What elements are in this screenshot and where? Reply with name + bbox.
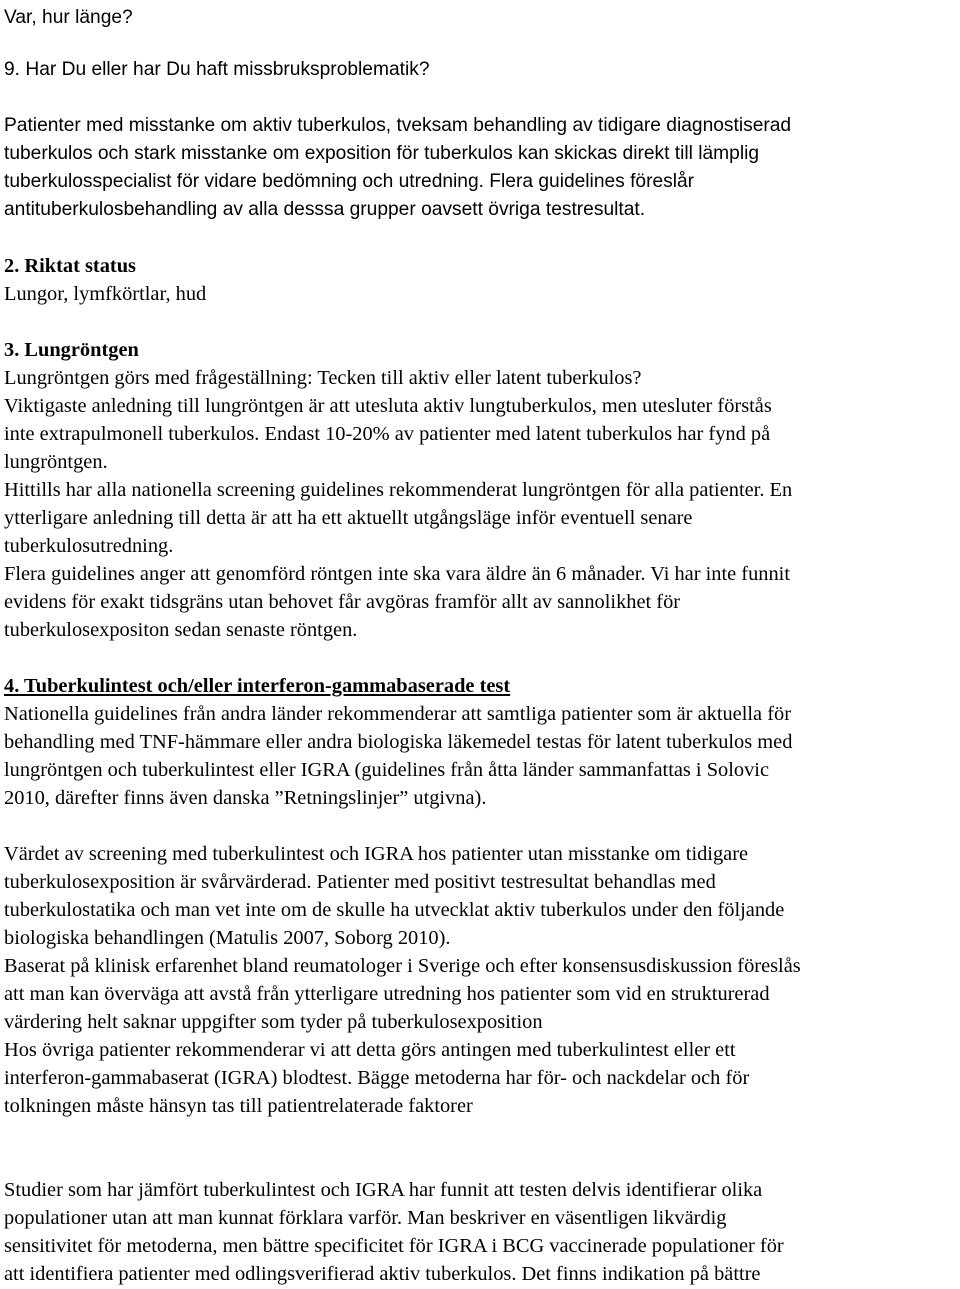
text-line: att identifiera patienter med odlingsverifierad aktiv tuberkulos. Det finns indikation på bättre bbox=[4, 1263, 761, 1285]
text-line: biologiska behandlingen (Matulis 2007, Soborg 2010). bbox=[4, 927, 451, 949]
text-line: Hos övriga patienter rekommenderar vi att detta görs antingen med tuberkulintest eller ett bbox=[4, 1039, 736, 1061]
text-line: interferon-gammabaserat (IGRA) blodtest. Bägge metoderna har för- och nackdelar och för bbox=[4, 1067, 750, 1089]
section-heading-lungrontgen: 3. Lungröntgen bbox=[4, 339, 139, 361]
text-line: Hittills har alla nationella screening guidelines rekommenderat lungröntgen för alla patienter. En bbox=[4, 479, 793, 501]
question-9-substance-abuse: 9. Har Du eller har Du haft missbruksproblematik? bbox=[4, 59, 430, 80]
text-line: evidens för exakt tidsgräns utan behovet får avgöras framför allt av sannolikhet för bbox=[4, 591, 681, 613]
section-heading-tuberkulintest: 4. Tuberkulintest och/eller interferon-gammabaserade test bbox=[4, 675, 511, 697]
text-line: tuberkulos och stark misstanke om exposition för tuberkulos kan skickas direkt till lämplig bbox=[4, 143, 760, 164]
text-line: Viktigaste anledning till lungröntgen är att utesluta aktiv lungtuberkulos, men utesluter förstås bbox=[4, 395, 772, 417]
text-line: tuberkulostatika och man vet inte om de skulle ha utvecklat aktiv tuberkulos under den följande bbox=[4, 899, 785, 921]
text-line: Baserat på klinisk erfarenhet bland reumatologer i Sverige och efter konsensusdiskussion föreslås bbox=[4, 955, 801, 977]
text-line: populationer utan att man kunnat förklara varför. Man beskriver en väsentligen likvärdig bbox=[4, 1207, 727, 1229]
text-line: lungröntgen och tuberkulintest eller IGRA (guidelines från åtta länder sammanfattas i Solovic bbox=[4, 759, 770, 781]
text-line: Värdet av screening med tuberkulintest och IGRA hos patienter utan misstanke om tidigare bbox=[4, 843, 749, 865]
text-line: tuberkulosexposition är svårvärderad. Patienter med positivt testresultat behandlas med bbox=[4, 871, 716, 893]
text-line: Studier som har jämfört tuberkulintest och IGRA har funnit att testen delvis identifierar olika bbox=[4, 1179, 763, 1201]
text-line: antituberkulosbehandling av alla desssa grupper oavsett övriga testresultat. bbox=[4, 199, 646, 220]
question-duration: Var, hur länge? bbox=[4, 7, 133, 28]
section-heading-riktat-status: 2. Riktat status bbox=[4, 255, 136, 277]
text-line: tolkningen måste hänsyn tas till patientrelaterade faktorer bbox=[4, 1095, 473, 1117]
text-line: behandling med TNF-hämmare eller andra biologiska läkemedel testas för latent tuberkulos med bbox=[4, 731, 793, 753]
text-line: lungröntgen. bbox=[4, 451, 108, 473]
text-line: tuberkulosutredning. bbox=[4, 535, 174, 557]
text-line: sensitivitet för metoderna, men bättre specificitet för IGRA i BCG vaccinerade populationer för bbox=[4, 1235, 784, 1257]
text-line: inte extrapulmonell tuberkulos. Endast 10-20% av patienter med latent tuberkulos har fynd på bbox=[4, 423, 771, 445]
text-line: att man kan överväga att avstå från ytterligare utredning hos patienter som vid en strukturerad bbox=[4, 983, 770, 1005]
text-line: Nationella guidelines från andra länder rekommenderar att samtliga patienter som är aktuella för bbox=[4, 703, 791, 725]
text-line: ytterligare anledning till detta är att ha ett aktuellt utgångsläge inför eventuell senare bbox=[4, 507, 693, 529]
text-line: Patienter med misstanke om aktiv tuberkulos, tveksam behandling av tidigare diagnostiserad bbox=[4, 115, 792, 136]
text-line: värdering helt saknar uppgifter som tyder på tuberkulosexposition bbox=[4, 1011, 543, 1033]
text-line: tuberkulosspecialist för vidare bedömning och utredning. Flera guidelines föreslår bbox=[4, 171, 695, 192]
text-line: Flera guidelines anger att genomförd röntgen inte ska vara äldre än 6 månader. Vi har inte funnit bbox=[4, 563, 791, 585]
text-line: Lungröntgen görs med frågeställning: Tecken till aktiv eller latent tuberkulos? bbox=[4, 367, 642, 389]
text-line: Lungor, lymfkörtlar, hud bbox=[4, 283, 207, 305]
text-line: 2010, därefter finns även danska ”Retningslinjer” utgivna). bbox=[4, 787, 487, 809]
text-line: tuberkulosexpositon sedan senaste röntgen. bbox=[4, 619, 358, 641]
